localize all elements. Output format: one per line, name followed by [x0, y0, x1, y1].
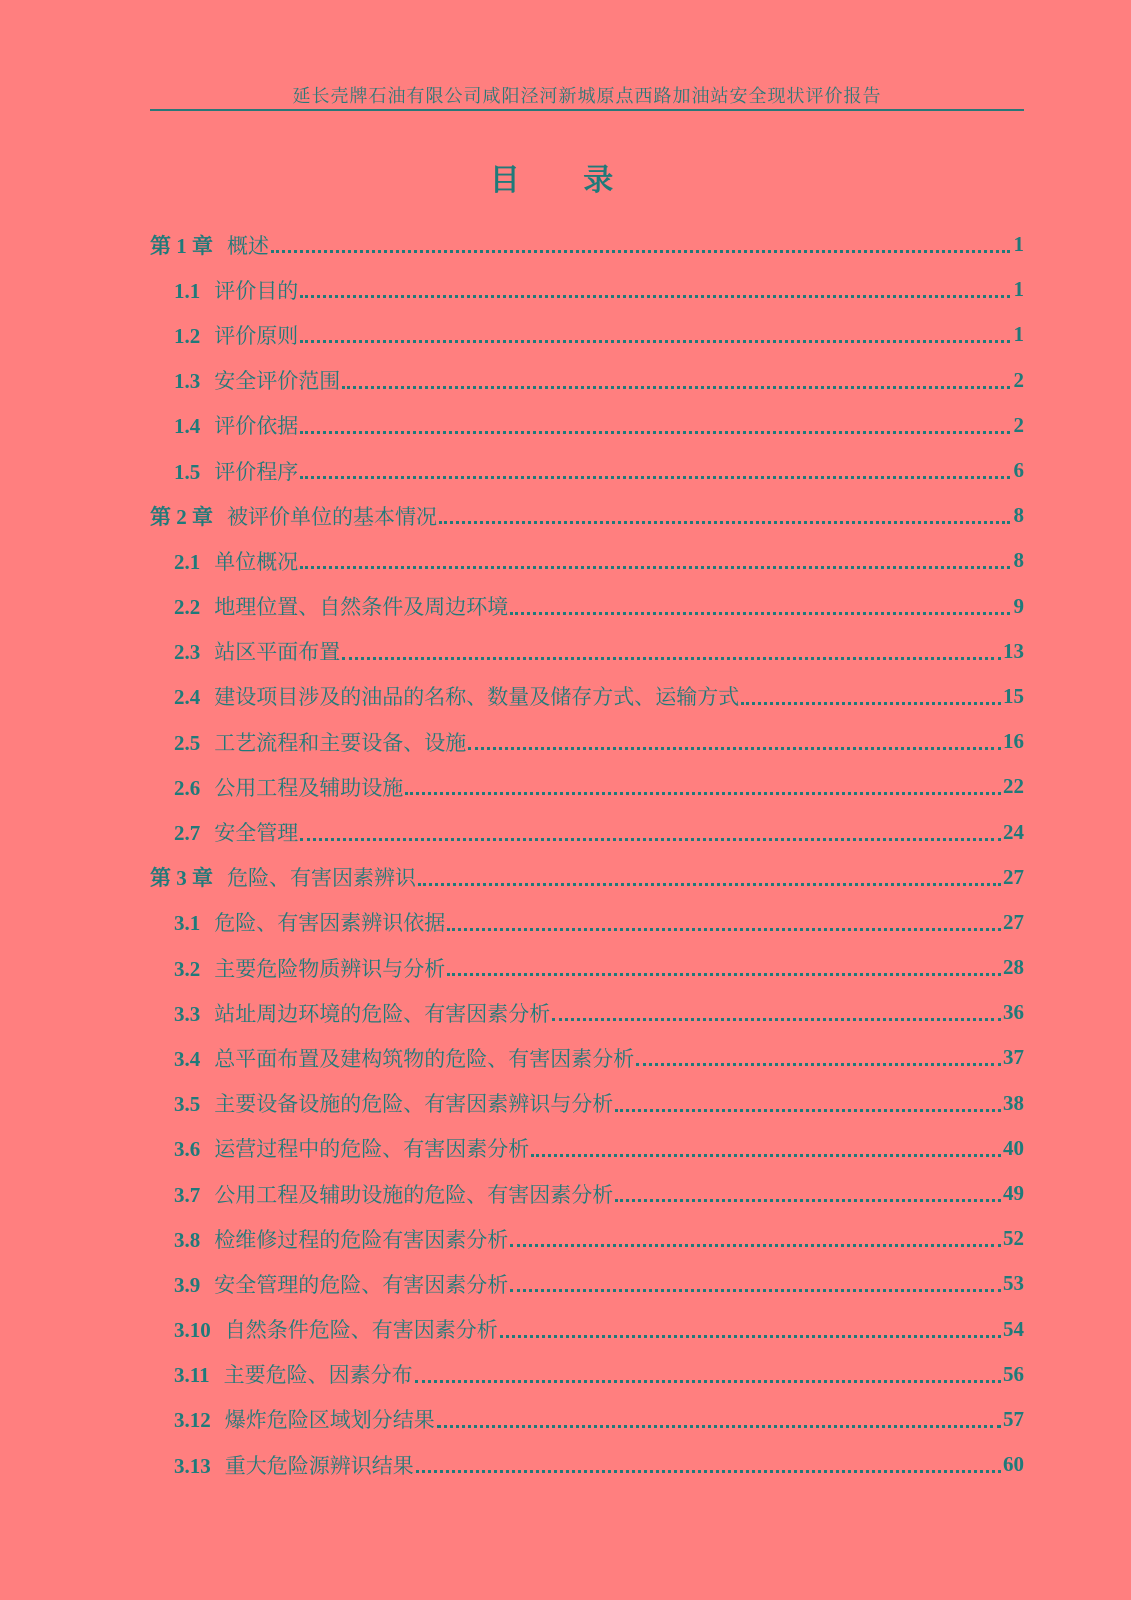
toc-chapter-entry[interactable] [150, 855, 1024, 900]
toc-dot-leader [510, 1289, 1001, 1292]
toc-entry-text: 站区平面布置 [214, 640, 341, 665]
toc-section-entry[interactable] [150, 1261, 1024, 1306]
toc-section-entry[interactable] [150, 1442, 1024, 1487]
toc-section-entry[interactable] [150, 1307, 1024, 1352]
toc-section-entry[interactable] [150, 629, 1024, 674]
toc-dot-leader [300, 340, 1010, 343]
toc-entry-number: 3.9 [174, 1272, 201, 1297]
toc-entry-text: 建设项目涉及的油品的名称、数量及储存方式、运输方式 [214, 685, 740, 710]
toc-section-entry[interactable] [150, 1081, 1024, 1126]
toc-section-entry[interactable] [150, 1216, 1024, 1261]
toc-entry-label [174, 1314, 498, 1344]
toc-section-entry[interactable] [150, 358, 1024, 403]
toc-entry-label [174, 456, 298, 486]
toc-entry-label [174, 275, 298, 305]
toc-entry-number: 1.5 [174, 459, 201, 484]
toc-entry-page: 54 [1003, 1316, 1024, 1341]
toc-entry-label [150, 862, 416, 892]
toc-dot-leader [510, 1244, 1001, 1247]
toc-entry-number: 1.1 [174, 278, 201, 303]
toc-entry-number: 3.4 [174, 1046, 201, 1071]
toc-entry-label [174, 1043, 634, 1073]
toc-entry-text: 危险、有害因素辨识 [227, 866, 416, 891]
toc-entry-number: 1.2 [174, 323, 201, 348]
toc-entry-label [174, 636, 340, 666]
toc-section-entry[interactable] [150, 1035, 1024, 1080]
toc-entry-number: 2.3 [174, 640, 201, 665]
toc-entry-page: 49 [1003, 1181, 1024, 1206]
toc-entry-page: 15 [1003, 683, 1024, 708]
toc-chapter-entry[interactable] [150, 493, 1024, 538]
toc-dot-leader [271, 250, 1010, 253]
toc-entry-number: 3.2 [174, 956, 201, 981]
toc-entry-label [174, 1179, 613, 1209]
toc-entry-label [174, 681, 739, 711]
toc-entry-label [174, 591, 508, 621]
toc-entry-number: 3.12 [174, 1408, 211, 1433]
toc-entry-page: 2 [1013, 412, 1024, 437]
toc-entry-number: 1.3 [174, 369, 201, 394]
toc-entry-text: 检维修过程的危险有害因素分析 [214, 1227, 509, 1252]
toc-dot-leader [447, 973, 1001, 976]
toc-entry-number: 3.6 [174, 1137, 201, 1162]
toc-entry-number: 2.6 [174, 775, 201, 800]
toc-chapter-entry[interactable] [150, 222, 1024, 267]
toc-entry-page: 57 [1003, 1406, 1024, 1431]
toc-entry-label [174, 727, 466, 757]
toc-entry-text: 地理位置、自然条件及周边环境 [214, 595, 509, 620]
toc-entry-page: 1 [1013, 232, 1024, 257]
toc-entry-text: 评价目的 [214, 278, 299, 303]
toc-dot-leader [439, 521, 1010, 524]
toc-entry-page: 2 [1013, 367, 1024, 392]
toc-entry-text: 被评价单位的基本情况 [227, 504, 437, 529]
toc-entry-text: 危险、有害因素辨识依据 [214, 911, 446, 936]
toc-section-entry[interactable] [150, 538, 1024, 583]
running-header: 延长壳牌石油有限公司咸阳泾河新城原点西路加油站安全现状评价报告 [292, 86, 882, 106]
toc-entry-label [174, 546, 298, 576]
toc-entry-label [174, 1224, 508, 1254]
toc-entry-text: 站址周边环境的危险、有害因素分析 [214, 1001, 551, 1026]
toc-entry-page: 28 [1003, 955, 1024, 980]
table-of-contents [150, 222, 1024, 1487]
toc-entry-number: 3.10 [174, 1318, 211, 1343]
toc-entry-page: 16 [1003, 729, 1024, 754]
toc-dot-leader [447, 928, 1001, 931]
header-rule [150, 109, 1024, 111]
toc-dot-leader [416, 1470, 1001, 1473]
toc-dot-leader [552, 1018, 1001, 1021]
toc-section-entry[interactable] [150, 900, 1024, 945]
toc-entry-page: 9 [1013, 593, 1024, 618]
toc-entry-text: 主要设备设施的危险、有害因素辨识与分析 [214, 1092, 614, 1117]
toc-dot-leader [500, 1335, 1001, 1338]
toc-entry-text: 公用工程及辅助设施的危险、有害因素分析 [214, 1182, 614, 1207]
toc-title: 目 录 [489, 164, 642, 197]
toc-dot-leader [300, 838, 1001, 841]
toc-entry-text: 评价依据 [214, 414, 299, 439]
toc-entry-number: 2.7 [174, 821, 201, 846]
toc-entry-page: 40 [1003, 1135, 1024, 1160]
toc-entry-number: 2.1 [174, 549, 201, 574]
toc-entry-number: 3.7 [174, 1182, 201, 1207]
toc-section-entry[interactable] [150, 1352, 1024, 1397]
toc-dot-leader [741, 702, 1001, 705]
toc-dot-leader [300, 566, 1010, 569]
toc-entry-page: 38 [1003, 1090, 1024, 1115]
toc-entry-page: 27 [1003, 909, 1024, 934]
toc-dot-leader [342, 657, 1001, 660]
toc-dot-leader [300, 431, 1010, 434]
toc-section-entry[interactable] [150, 719, 1024, 764]
toc-dot-leader [300, 295, 1010, 298]
toc-dot-leader [510, 612, 1010, 615]
toc-entry-label [174, 320, 298, 350]
toc-dot-leader [615, 1199, 1001, 1202]
toc-entry-label [150, 230, 269, 260]
toc-entry-label [174, 817, 298, 847]
toc-entry-label [174, 953, 445, 983]
toc-entry-label [174, 1269, 508, 1299]
toc-entry-page: 13 [1003, 638, 1024, 663]
toc-entry-label [174, 907, 445, 937]
toc-section-entry[interactable] [150, 267, 1024, 312]
toc-entry-label [174, 1404, 435, 1434]
toc-entry-text: 安全管理 [214, 821, 299, 846]
toc-entry-page: 6 [1013, 458, 1024, 483]
toc-entry-text: 评价程序 [214, 459, 299, 484]
toc-entry-label [174, 410, 298, 440]
toc-dot-leader [437, 1425, 1001, 1428]
toc-section-entry[interactable] [150, 403, 1024, 448]
toc-entry-label [174, 772, 403, 802]
toc-entry-label [174, 365, 340, 395]
toc-entry-text: 自然条件危险、有害因素分析 [224, 1318, 498, 1343]
toc-entry-label [174, 1133, 529, 1163]
toc-section-entry[interactable] [150, 764, 1024, 809]
toc-entry-label [174, 1088, 613, 1118]
toc-entry-page: 60 [1003, 1452, 1024, 1477]
toc-entry-number: 3.3 [174, 1001, 201, 1026]
toc-dot-leader [300, 476, 1010, 479]
toc-entry-number: 3.5 [174, 1092, 201, 1117]
toc-entry-number: 3.8 [174, 1227, 201, 1252]
toc-entry-number: 第 2 章 [150, 504, 213, 529]
toc-entry-page: 27 [1003, 864, 1024, 889]
toc-entry-text: 总平面布置及建构筑物的危险、有害因素分析 [214, 1046, 635, 1071]
toc-entry-number: 2.4 [174, 685, 201, 710]
toc-entry-page: 52 [1003, 1226, 1024, 1251]
toc-section-entry[interactable] [150, 1126, 1024, 1171]
toc-entry-text: 概述 [227, 233, 269, 258]
toc-entry-text: 重大危险源辨识结果 [224, 1453, 414, 1478]
toc-dot-leader [615, 1109, 1001, 1112]
toc-entry-number: 2.2 [174, 595, 201, 620]
toc-entry-page: 36 [1003, 1000, 1024, 1025]
toc-entry-text: 安全管理的危险、有害因素分析 [214, 1272, 509, 1297]
toc-entry-label [174, 1450, 414, 1480]
toc-entry-text: 爆炸危险区域划分结果 [224, 1408, 435, 1433]
toc-dot-leader [531, 1154, 1001, 1157]
toc-section-entry[interactable] [150, 312, 1024, 357]
toc-section-entry[interactable] [150, 945, 1024, 990]
toc-entry-page: 56 [1003, 1361, 1024, 1386]
toc-entry-page: 8 [1013, 548, 1024, 573]
toc-section-entry[interactable] [150, 448, 1024, 493]
toc-entry-text: 公用工程及辅助设施 [214, 775, 404, 800]
toc-entry-text: 单位概况 [214, 549, 299, 574]
toc-entry-page: 22 [1003, 774, 1024, 799]
toc-dot-leader [418, 883, 1001, 886]
toc-entry-number: 3.1 [174, 911, 201, 936]
toc-dot-leader [405, 792, 1001, 795]
toc-dot-leader [415, 1380, 1001, 1383]
toc-entry-page: 1 [1013, 322, 1024, 347]
toc-section-entry[interactable] [150, 674, 1024, 719]
toc-entry-number: 1.4 [174, 414, 201, 439]
toc-entry-text: 工艺流程和主要设备、设施 [214, 730, 467, 755]
toc-entry-page: 24 [1003, 819, 1024, 844]
toc-entry-text: 评价原则 [214, 323, 299, 348]
toc-entry-page: 1 [1013, 277, 1024, 302]
toc-entry-text: 安全评价范围 [214, 369, 341, 394]
toc-entry-label [150, 501, 437, 531]
toc-section-entry[interactable] [150, 1397, 1024, 1442]
toc-entry-text: 运营过程中的危险、有害因素分析 [214, 1137, 530, 1162]
toc-entry-number: 第 1 章 [150, 233, 213, 258]
toc-entry-number: 3.11 [174, 1363, 210, 1388]
toc-dot-leader [342, 386, 1010, 389]
toc-section-entry[interactable] [150, 809, 1024, 854]
toc-entry-page: 53 [1003, 1271, 1024, 1296]
toc-entry-text: 主要危险物质辨识与分析 [214, 956, 446, 981]
toc-entry-number: 3.13 [174, 1453, 211, 1478]
toc-entry-label [174, 998, 550, 1028]
toc-section-entry[interactable] [150, 990, 1024, 1035]
toc-section-entry[interactable] [150, 1171, 1024, 1216]
toc-section-entry[interactable] [150, 584, 1024, 629]
toc-entry-label [174, 1359, 413, 1389]
toc-entry-page: 37 [1003, 1045, 1024, 1070]
toc-entry-number: 2.5 [174, 730, 201, 755]
toc-entry-page: 8 [1013, 503, 1024, 528]
toc-dot-leader [636, 1063, 1001, 1066]
toc-entry-text: 主要危险、因素分布 [223, 1363, 413, 1388]
toc-entry-number: 第 3 章 [150, 866, 213, 891]
toc-dot-leader [468, 747, 1001, 750]
